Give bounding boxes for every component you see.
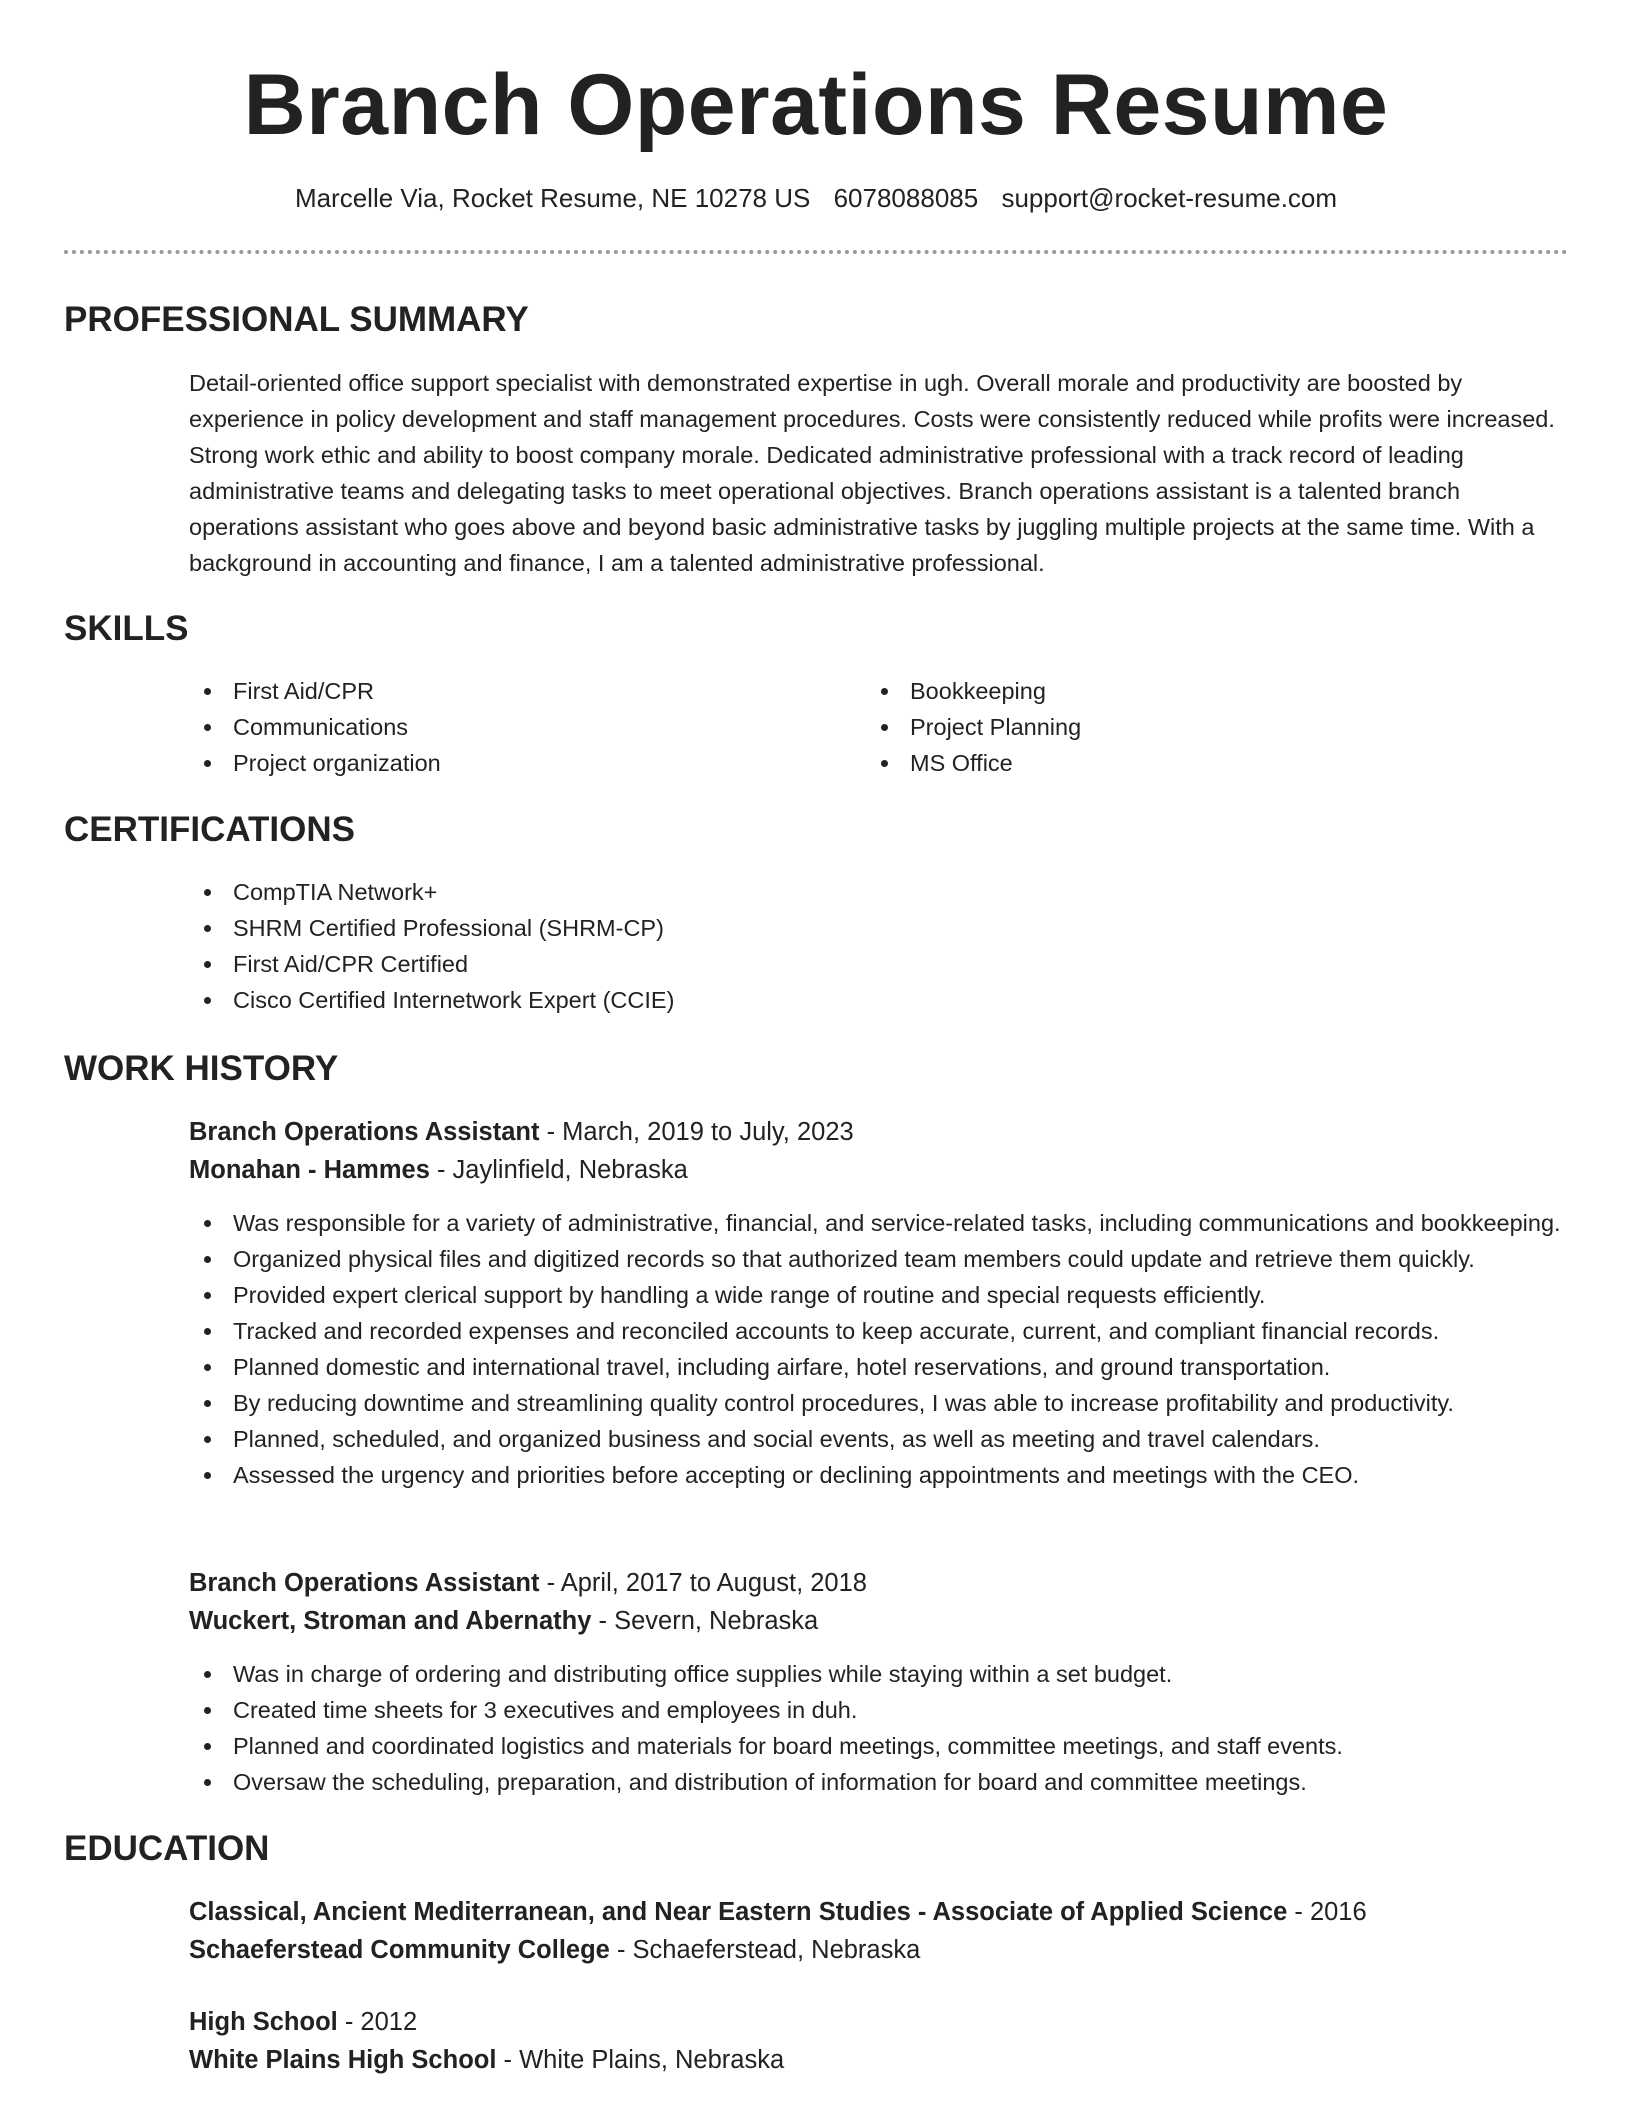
education-school-line [189, 1931, 920, 1969]
certification-item: First Aid/CPR Certified [189, 946, 1389, 982]
education-school: Schaeferstead Community College [189, 1936, 610, 1964]
education-degree: High School [189, 2008, 338, 2036]
certification-item: SHRM Certified Professional (SHRM-CP) [189, 910, 1389, 946]
job-bullet: Was responsible for a variety of administrative, financial, and service-related tasks, including communications and bookkeeping. [189, 1205, 1569, 1241]
job-title: Branch Operations Assistant [189, 1569, 540, 1597]
education-location: - White Plains, Nebraska [496, 2046, 785, 2074]
education-degree-line [189, 1893, 1367, 1931]
job-location: - Jaylinfield, Nebraska [429, 1156, 688, 1184]
education-degree-line [189, 2003, 417, 2041]
job-bullet: Was in charge of ordering and distributing office supplies while staying within a set budget. [189, 1656, 1569, 1692]
education-school-line [189, 2041, 784, 2079]
contact-email: support@rocket-resume.com [1001, 183, 1338, 213]
education-school: White Plains High School [189, 2046, 497, 2074]
resume-title: Branch Operations Resume [243, 57, 1389, 153]
job-title-line [189, 1113, 854, 1151]
job-bullet: Organized physical files and digitized records so that authorized team members could update and retrieve them quickly. [189, 1241, 1569, 1277]
education-year: - 2016 [1287, 1898, 1367, 1926]
job-location: - Severn, Nebraska [591, 1607, 819, 1635]
summary-text: Detail-oriented office support specialist with demonstrated expertise in ugh. Overall morale and productivity are boosted by experience in policy development and staff management procedures. Costs were consistently reduced while profits were increased. Strong work ethic and ability to boost company morale. Dedicated administrative professional with a track record of leading administrative teams and delegating tasks to meet operational objectives. Branch operations assistant is a talented branch operations assistant who goes above and beyond basic administrative tasks by juggling multiple projects at the same time. With a background in accounting and finance, I am a talented administrative professional. [189, 370, 1555, 576]
job-bullet: Oversaw the scheduling, preparation, and distribution of information for board and committee meetings. [189, 1764, 1569, 1800]
skill-item: Project organization [189, 745, 809, 781]
education-location: - Schaeferstead, Nebraska [609, 1936, 921, 1964]
job-bullet: Planned, scheduled, and organized business and social events, as well as meeting and travel calendars. [189, 1421, 1569, 1457]
contact-address: Marcelle Via, Rocket Resume, NE 10278 US [294, 183, 811, 213]
education-heading: EDUCATION [64, 1829, 270, 1868]
job-bullet: Planned and coordinated logistics and materials for board meetings, committee meetings, and staff events. [189, 1728, 1569, 1764]
job-company-line [189, 1602, 818, 1640]
certifications-heading: CERTIFICATIONS [64, 810, 356, 849]
skill-item: First Aid/CPR [189, 673, 809, 709]
job-title: Branch Operations Assistant [189, 1118, 540, 1146]
job-dates: - March, 2019 to July, 2023 [539, 1118, 854, 1146]
certification-item: CompTIA Network+ [189, 874, 1389, 910]
education-year: - 2012 [337, 2008, 418, 2036]
certification-item: Cisco Certified Internetwork Expert (CCIE) [189, 982, 1389, 1018]
job-bullets [189, 1205, 1569, 1493]
job-bullet: Assessed the urgency and priorities before accepting or declining appointments and meetings with the CEO. [189, 1457, 1569, 1493]
job-bullet: By reducing downtime and streamlining quality control procedures, I was able to increase profitability and productivity. [189, 1385, 1569, 1421]
contact-phone: 6078088085 [833, 183, 979, 213]
job-title-line [189, 1564, 867, 1602]
job-bullet: Provided expert clerical support by handling a wide range of routine and special requests efficiently. [189, 1277, 1569, 1313]
job-bullets [189, 1656, 1569, 1800]
job-bullet: Created time sheets for 3 executives and employees in duh. [189, 1692, 1569, 1728]
summary-heading: PROFESSIONAL SUMMARY [64, 300, 529, 339]
header-divider [64, 250, 1568, 254]
job-bullet: Planned domestic and international travel, including airfare, hotel reservations, and ground transportation. [189, 1349, 1569, 1385]
job-bullet: Tracked and recorded expenses and reconciled accounts to keep accurate, current, and compliant financial records. [189, 1313, 1569, 1349]
contact-line [0, 180, 1632, 216]
certifications-list [189, 874, 1389, 1018]
job-company: Wuckert, Stroman and Abernathy [189, 1607, 592, 1635]
skill-item: Bookkeeping [866, 673, 1486, 709]
skills-list-left [189, 673, 809, 781]
education-degree: Classical, Ancient Mediterranean, and Near Eastern Studies - Associate of Applied Science [189, 1898, 1288, 1926]
skills-heading: SKILLS [64, 609, 189, 648]
job-company-line [189, 1151, 688, 1189]
skill-item: Project Planning [866, 709, 1486, 745]
job-company: Monahan - Hammes [189, 1156, 430, 1184]
skill-item: MS Office [866, 745, 1486, 781]
work-history-heading: WORK HISTORY [64, 1049, 339, 1088]
job-dates: - April, 2017 to August, 2018 [539, 1569, 867, 1597]
skill-item: Communications [189, 709, 809, 745]
skills-list-right [866, 673, 1486, 781]
